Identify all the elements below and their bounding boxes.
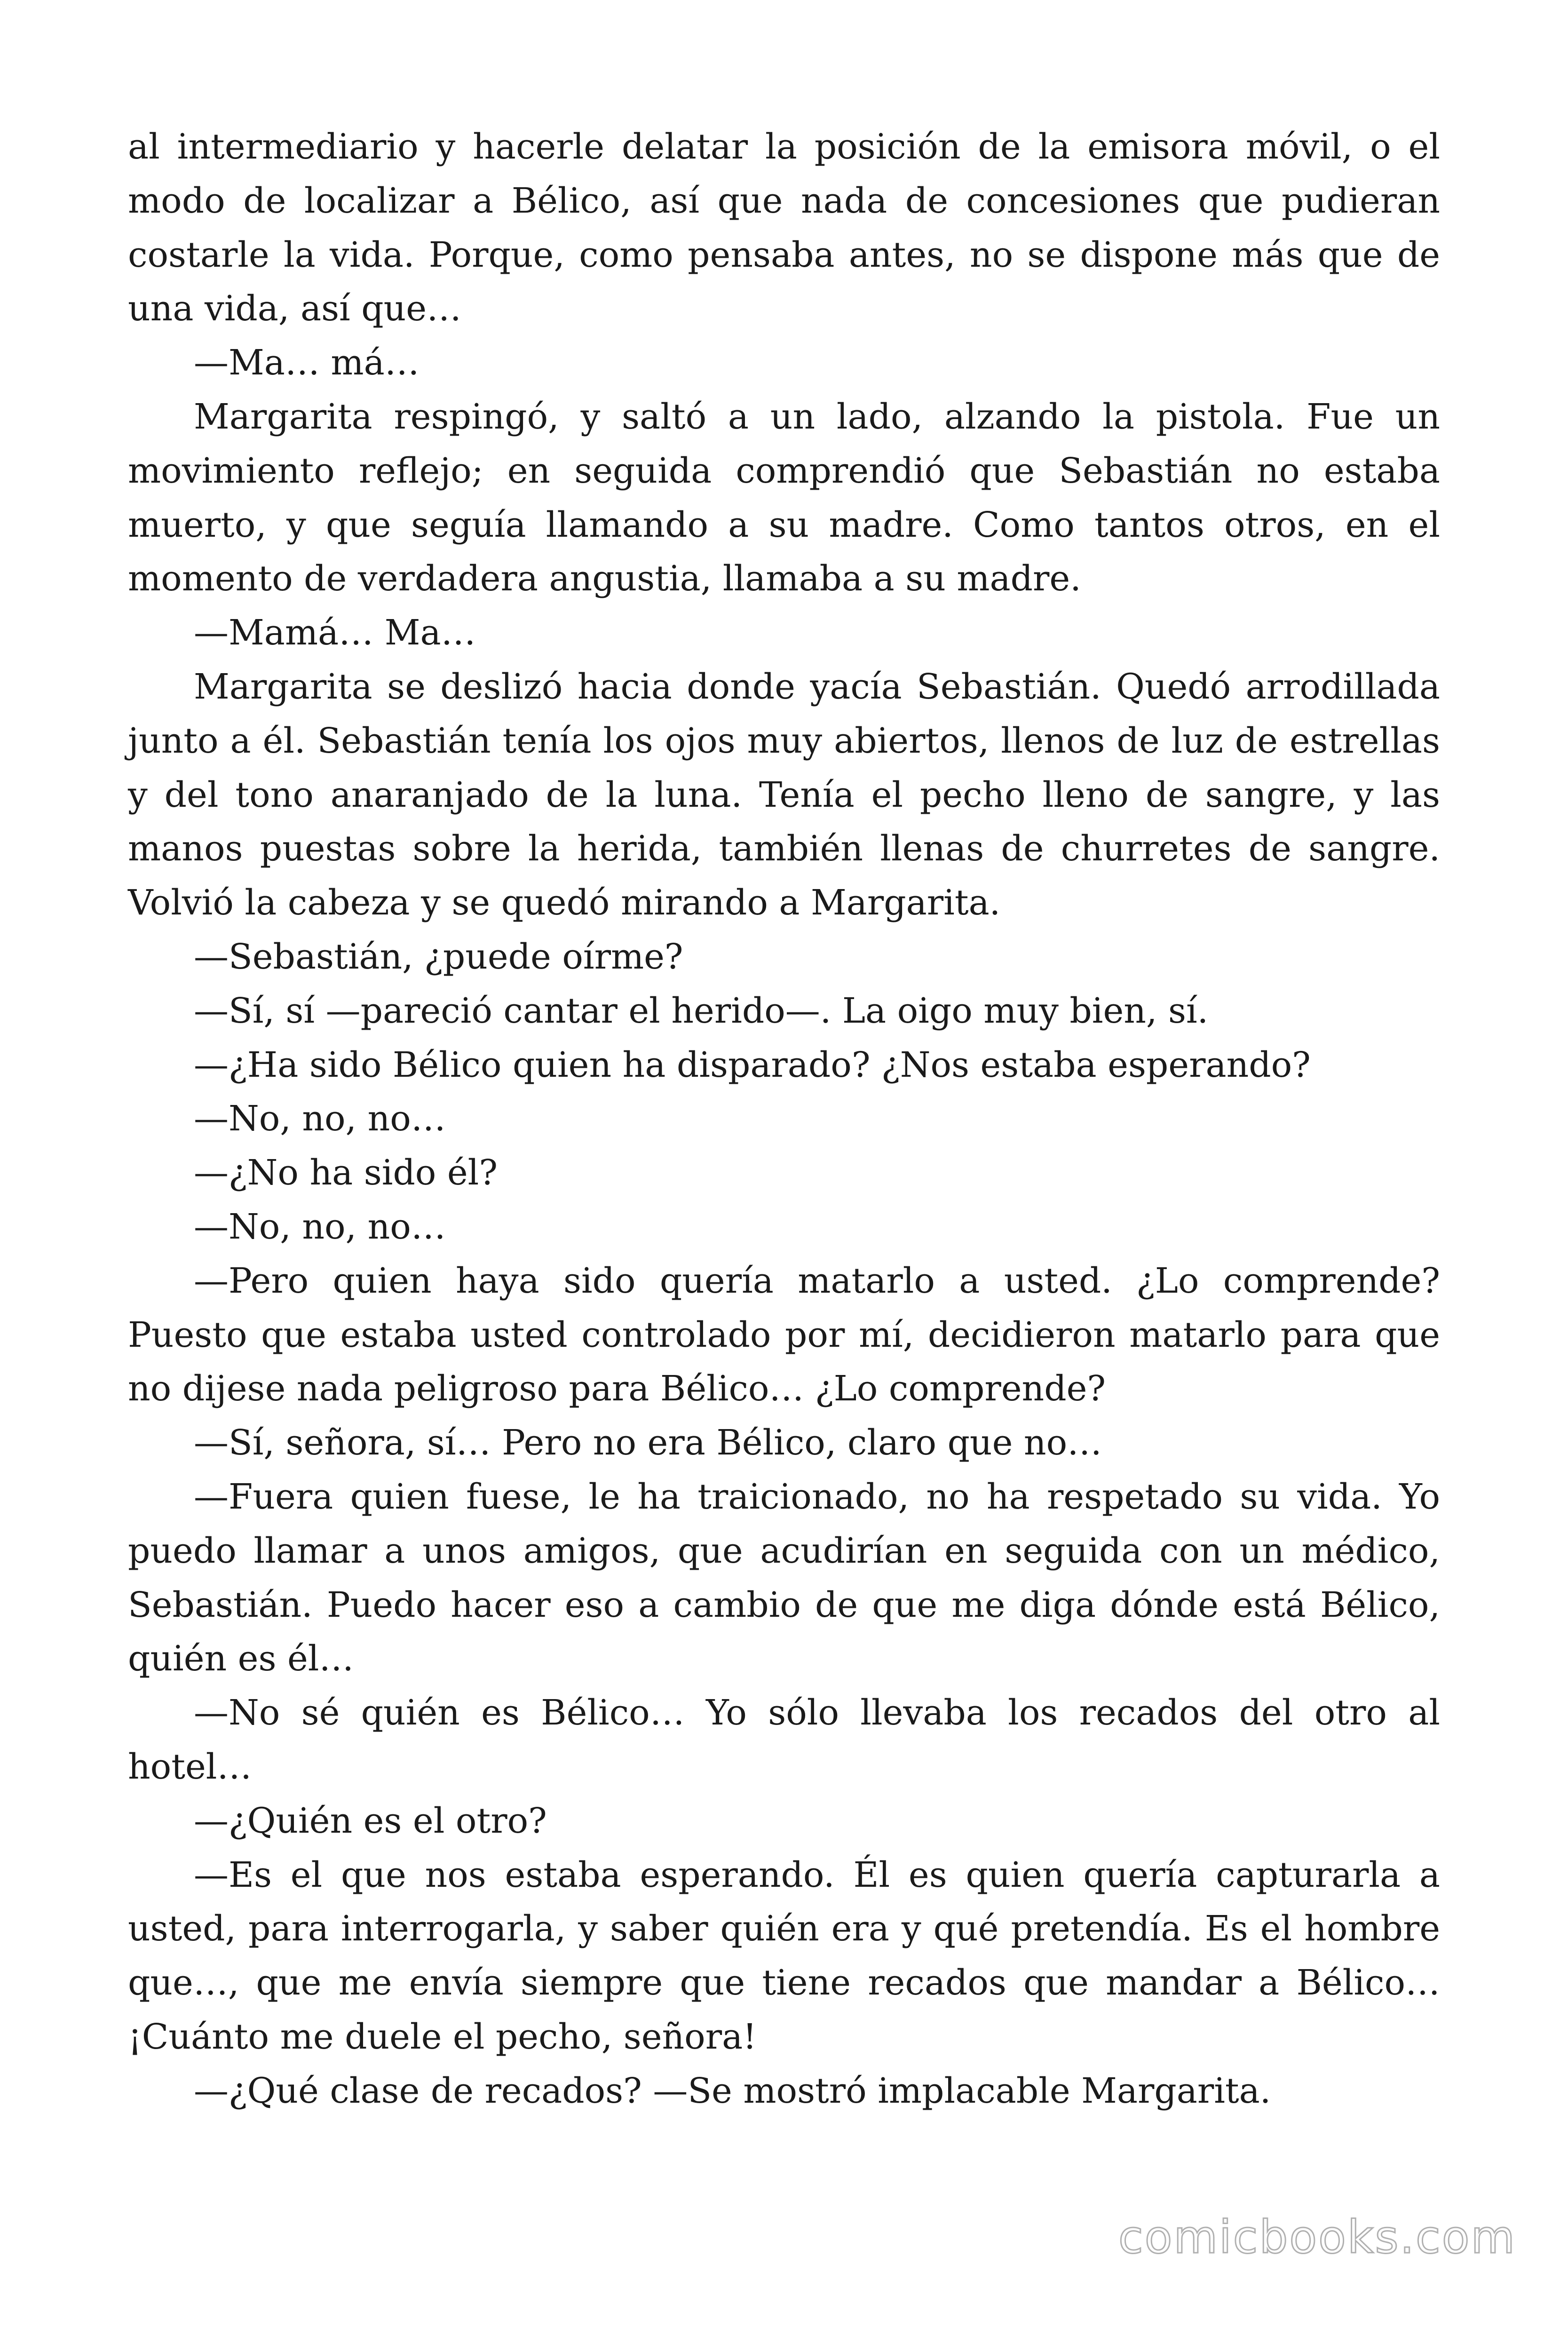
paragraph: Margarita respingó, y saltó a un lado, alzando la pistola. Fue un movimiento reflejo; en seguida comprendió que Sebastián no estaba muerto, y que seguía llamando a su madre. Como tantos otros, en el momento de verdadera angustia, llamaba a su madre. [128, 396, 1440, 599]
watermark: comicbooks.com [1118, 2211, 1516, 2264]
paragraph: —Sebastián, ¿puede oírme? [194, 936, 683, 977]
paragraph: —No, no, no… [194, 1206, 446, 1247]
paragraph: —No, no, no… [194, 1098, 446, 1139]
paragraph: Margarita se deslizó hacia donde yacía Sebastián. Quedó arrodillada junto a él. Sebastián tenía los ojos muy abiertos, llenos de luz de estrellas y del tono anaranjado de la luna. Tenía el pecho lleno de sangre, y las manos puestas sobre la herida, también llenas de churretes de sangre. Volvió la cabeza y se quedó mirando a Margarita. [128, 666, 1440, 923]
paragraph: —Mamá… Ma… [194, 612, 476, 653]
paragraph: al intermediario y hacerle delatar la posición de la emisora móvil, o el modo de localizar a Bélico, así que nada de concesiones que pudieran costarle la vida. Porque, como pensaba antes, no se dispone más que de una vida, así que… [128, 127, 1440, 329]
paragraph: —Sí, sí —pareció cantar el herido—. La oigo muy bien, sí. [194, 990, 1209, 1031]
paragraph: —Pero quien haya sido quería matarlo a usted. ¿Lo comprende? Puesto que estaba usted controlado por mí, decidieron matarlo para que no dijese nada peligroso para Bélico… ¿Lo comprende? [128, 1260, 1440, 1409]
paragraph: —¿Quién es el otro? [194, 1800, 547, 1841]
paragraph: —¿No ha sido él? [194, 1152, 498, 1193]
paragraph: —No sé quién es Bélico… Yo sólo llevaba los recados del otro al hotel… [128, 1692, 1440, 1787]
paragraph: —Fuera quien fuese, le ha traicionado, no ha respetado su vida. Yo puedo llamar a unos amigos, que acudirían en seguida con un médico, Sebastián. Puedo hacer eso a cambio de que me diga dónde está Bélico, quién es él… [128, 1476, 1440, 1679]
paragraph: —¿Ha sido Bélico quien ha disparado? ¿Nos estaba esperando? [194, 1044, 1311, 1085]
paragraph: —Sí, señora, sí… Pero no era Bélico, claro que no… [194, 1422, 1102, 1463]
paragraph: —Ma… má… [194, 342, 420, 383]
body-text [128, 120, 1440, 2118]
paragraph: —Es el que nos estaba esperando. Él es quien quería capturarla a usted, para interrogarla, y saber quién era y qué pretendía. Es el hombre que…, que me envía siempre que tiene recados que mandar a Bélico… ¡Cuánto me duele el pecho, señora! [128, 1854, 1440, 2057]
paragraph: —¿Qué clase de recados? —Se mostró implacable Margarita. [194, 2070, 1271, 2111]
